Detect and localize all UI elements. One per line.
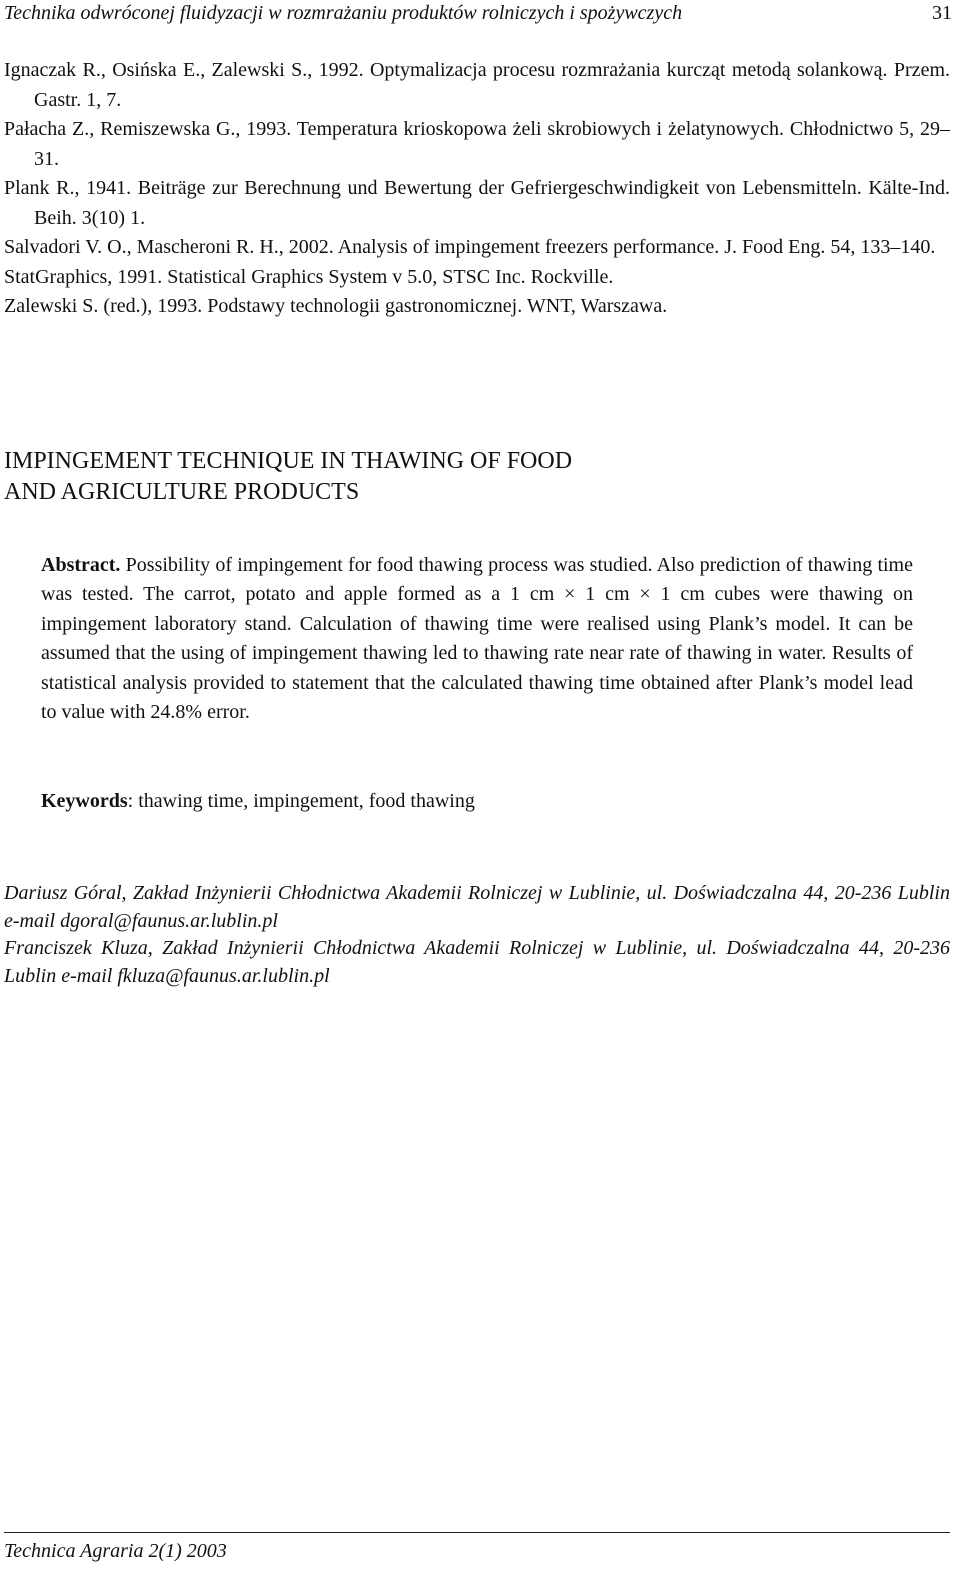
- running-title: Technika odwróconej fluidyzacji w rozmrażaniu produktów rolniczych i spożywczych: [4, 2, 683, 24]
- reference-item: Zalewski S. (red.), 1993. Podstawy technologii gastronomicznej. WNT, Warszawa.: [4, 295, 668, 317]
- english-title: [4, 446, 904, 508]
- abstract: [41, 551, 913, 727]
- english-title-line: AND AGRICULTURE PRODUCTS: [4, 479, 360, 505]
- keywords: [41, 786, 913, 816]
- running-header: [4, 0, 952, 26]
- keywords-text: : thawing time, impingement, food thawing: [127, 790, 475, 812]
- reference-item: Salvadori V. O., Mascheroni R. H., 2002. Analysis of impingement freezers performance. J. Food Eng. 54, 133–140.: [4, 236, 936, 258]
- reference-item: Pałacha Z., Remiszewska G., 1993. Temperatura krioskopowa żeli skrobiowych i żelatynowych. Chłodnictwo 5, 29–31.: [4, 118, 950, 170]
- reference-list: [4, 56, 950, 322]
- author-affiliations: [4, 880, 950, 990]
- abstract-text: Possibility of impingement for food thawing process was studied. Also prediction of thawing time was tested. The carrot, potato and apple formed as a 1 cm × 1 cm × 1 cm cubes were thawing on impingement laboratory stand. Calculation of thawing time were realised using Plank’s model. It can be assumed that the using of impingement thawing led to thawing rate near rate of thawing in water. Results of statistical analysis provided to statement that the calculated thawing time obtained after Plank’s model lead to value with 24.8% error.: [41, 554, 913, 724]
- abstract-label: Abstract.: [41, 554, 121, 576]
- journal-footer: Technica Agraria 2(1) 2003: [4, 1540, 227, 1562]
- footer-rule: [4, 1532, 950, 1533]
- author-affiliation: Dariusz Góral, Zakład Inżynierii Chłodnictwa Akademii Rolniczej w Lublinie, ul. Doświadczalna 44, 20-236 Lublin e-mail dgoral@faunus.ar.lublin.pl: [4, 882, 950, 932]
- page-number: 31: [932, 2, 952, 24]
- english-title-line: IMPINGEMENT TECHNIQUE IN THAWING OF FOOD: [4, 448, 573, 474]
- reference-item: Ignaczak R., Osińska E., Zalewski S., 1992. Optymalizacja procesu rozmrażania kurcząt metodą solankową. Przem. Gastr. 1, 7.: [4, 59, 950, 111]
- reference-item: StatGraphics, 1991. Statistical Graphics System v 5.0, STSC Inc. Rockville.: [4, 265, 614, 288]
- keywords-label: Keywords: [41, 790, 128, 812]
- author-affiliation: Franciszek Kluza, Zakład Inżynierii Chłodnictwa Akademii Rolniczej w Lublinie, ul. Doświadczalna 44, 20-236 Lublin e-mail fkluza@faunus.ar.lublin.pl: [4, 937, 950, 987]
- reference-item: Plank R., 1941. Beiträge zur Berechnung und Bewertung der Gefriergeschwindigkeit von Lebensmitteln. Kälte-Ind. Beih. 3(10) 1.: [4, 177, 950, 229]
